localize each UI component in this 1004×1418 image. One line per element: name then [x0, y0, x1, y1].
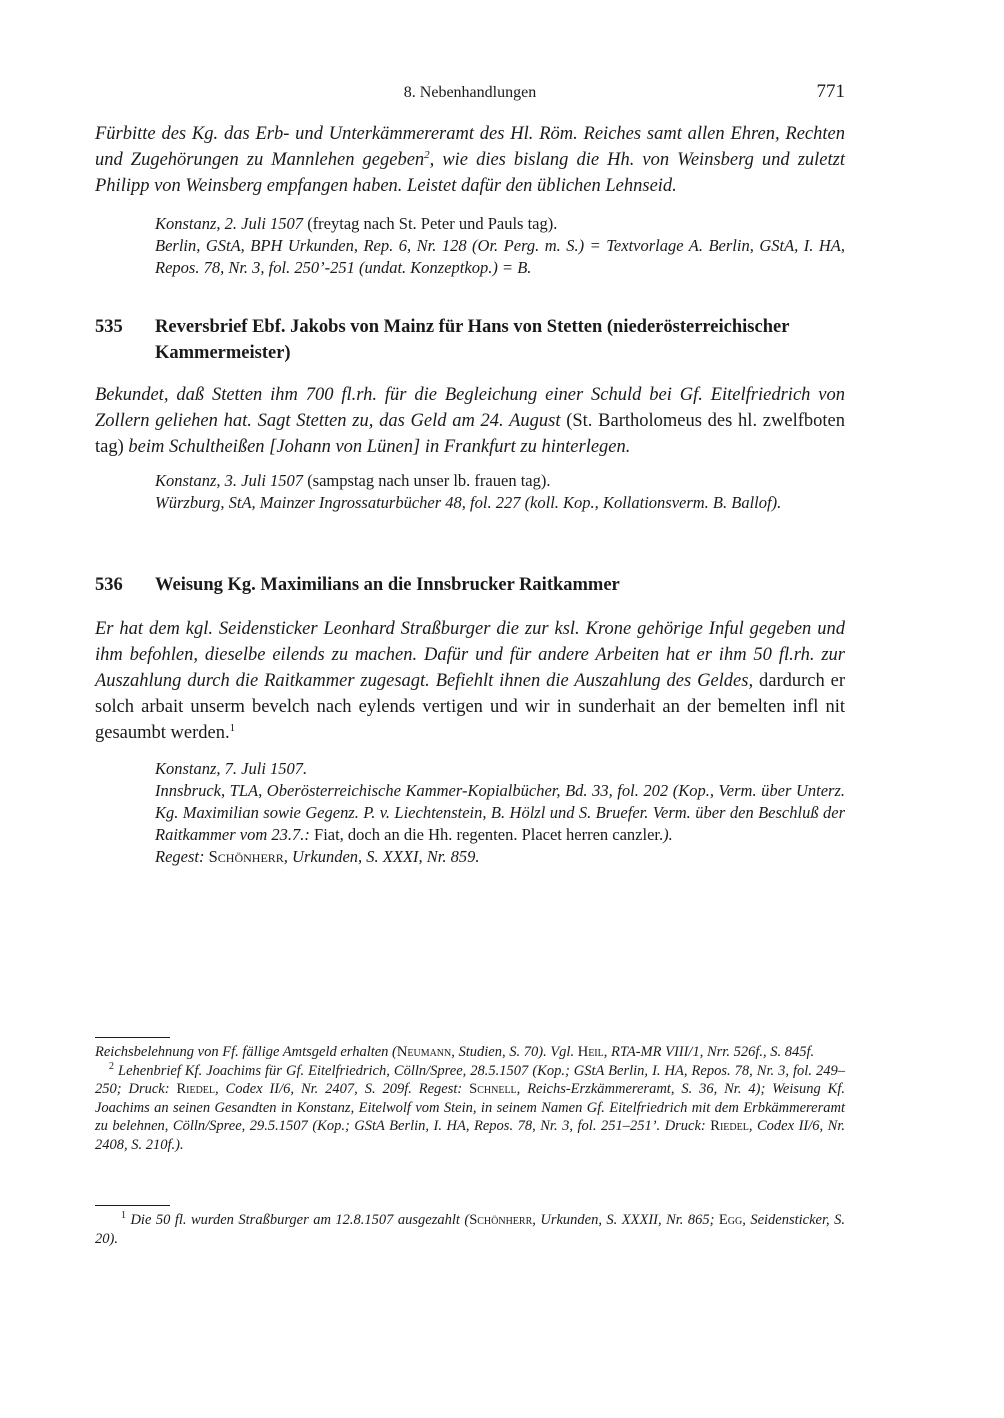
fn-text: Lehenbrief Kf. Joachims für Gf. Eitelfriedrich, Cölln/Spree, 28.5.1507 (Kop.; GStA Berlin, I. HA, Repos. 78, Nr. 3, fol. 249–250; Druck:	[95, 1062, 845, 1097]
footnote-1	[95, 1211, 845, 1248]
summary-text-tail: , wie dies bislang die Hh. von Weinsberg und zuletzt Philipp von Weinsberg empfangen haben. Leistet dafür den üblichen Lehnseid.	[95, 150, 845, 196]
fn-author: Schönherr	[469, 1212, 533, 1228]
entry-title: Weisung Kg. Maximilians an die Innsbrucker Raitkammer	[155, 575, 620, 595]
footnote-continuation	[95, 1043, 845, 1062]
date-place: Konstanz, 3. Juli 1507	[155, 471, 304, 490]
page-number: 771	[816, 81, 845, 102]
entry-date	[155, 470, 845, 492]
entry-regest	[155, 846, 845, 868]
entry-summary-535	[95, 382, 845, 460]
entry-summary-prev	[95, 121, 845, 199]
regest-ref: , Urkunden, S. XXXI, Nr. 859.	[283, 847, 480, 866]
running-head	[95, 82, 845, 106]
footnote-mark: 1	[121, 1210, 126, 1222]
source-text: Innsbruck, TLA, Oberösterreichische Kammer-Kopialbücher, Bd. 33, fol. 202 (Kop., Verm. über Unterz. Kg. Maximilian sowie Gegenz. P. v. Liechtenstein, B. Hölzl und S. Bruefer. Verm. über den Beschluß der Raitkammer vom 23.7.:	[155, 781, 845, 844]
fn-text: Reichsbelehnung von Ff. fällige Amtsgeld erhalten (	[95, 1044, 397, 1060]
regest-author: Schönherr	[208, 847, 284, 866]
entry-number: 536	[95, 575, 123, 595]
running-head-title: 8. Nebenhandlungen	[403, 84, 537, 101]
source-close: ).	[663, 825, 673, 844]
entry-meta-536	[155, 758, 845, 868]
fn-author: Riedel	[176, 1081, 216, 1097]
fn-author: Schnell	[469, 1081, 517, 1097]
footnotes-page	[95, 1211, 845, 1248]
summary-quote: (St. Bartholomeus des hl. zwelfboten tag)	[95, 411, 845, 457]
summary-text-tail: beim Schultheißen [Johann von Lünen] in Frankfurt zu hinterlegen.	[128, 437, 631, 457]
summary-text: Er hat dem kgl. Seidensticker Leonhard Straßburger die zur ksl. Krone gehörige Inful gegeben und ihm befohlen, dieselbe eilends zu machen. Dafür und für andere Arbeiten hat er ihm 50 fl.rh. zur Auszahlung durch die Raitkammer zugesagt. Befiehlt ihnen die Auszahlung des Geldes,	[95, 619, 845, 691]
date-quote: (freytag nach St. Peter und Pauls tag).	[303, 214, 558, 233]
entry-heading-536	[95, 572, 845, 598]
entry-date	[155, 213, 845, 235]
regest-label: Regest:	[155, 847, 209, 866]
entry-heading-535	[95, 314, 845, 366]
footnote-rule	[95, 1205, 170, 1206]
entry-source	[155, 780, 845, 846]
fn-text: Die 50 fl. wurden Straßburger am 12.8.1507 ausgezahlt (	[126, 1212, 470, 1228]
footnote-mark: 2	[109, 1060, 114, 1072]
fn-author: Riedel	[710, 1118, 749, 1134]
summary-text: Fürbitte des Kg. das Erb- und Unterkämmereramt des Hl. Röm. Reiches samt allen Ehren, Rechten und Zugehörungen zu Mannlehen gegeben	[95, 124, 845, 170]
footnote-2	[95, 1062, 845, 1155]
footnote-ref: 2	[424, 148, 430, 161]
date-place: Konstanz, 2. Juli 1507	[155, 214, 304, 233]
summary-quote: dardurch er solch arbait unserm bevelch nach eylends vertigen und wir in sunderhait an der bemelten infl nit gesaumbt werden.	[95, 671, 846, 743]
entry-meta-535	[155, 470, 845, 514]
entry-summary-536	[95, 616, 845, 746]
fn-text: , Codex II/6, Nr. 2407, S. 209f. Regest:	[215, 1081, 470, 1097]
entry-date: Konstanz, 7. Juli 1507.	[155, 759, 308, 778]
date-quote: (sampstag nach unser lb. frauen tag).	[303, 471, 551, 490]
footnote-rule	[95, 1037, 170, 1038]
entry-meta-prev	[155, 213, 845, 279]
fn-text: , RTA-MR VIII/1, Nrr. 526f., S. 845f.	[603, 1044, 815, 1060]
entry-source: Berlin, GStA, BPH Urkunden, Rep. 6, Nr. 128 (Or. Perg. m. S.) = Textvorlage A. Berlin, GStA, I. HA, Repos. 78, Nr. 3, fol. 250’-251 (undat. Konzeptkop.) = B.	[155, 236, 845, 277]
fn-author: Neumann	[396, 1044, 452, 1060]
source-quote: Fiat, doch an die Hh. regenten. Placet herren canzler.	[309, 825, 664, 844]
entry-number: 535	[95, 317, 123, 337]
summary-text: Bekundet, daß Stetten ihm 700 fl.rh. für die Begleichung einer Schuld bei Gf. Eitelfriedrich von Zollern geliehen hat. Sagt Stetten zu, das Geld am 24. August	[95, 385, 845, 431]
fn-text: , Urkunden, S. XXXII, Nr. 865;	[532, 1212, 719, 1228]
fn-text: , Seidensticker, S. 20).	[95, 1212, 845, 1247]
fn-author: Egg	[718, 1212, 743, 1228]
footnote-ref: 1	[229, 721, 236, 734]
fn-text: , Studien, S. 70). Vgl.	[451, 1044, 578, 1060]
footnotes-carried	[95, 1043, 845, 1154]
fn-text: , Codex II/6, Nr. 2408, S. 210f.).	[95, 1118, 845, 1153]
entry-title: Reversbrief Ebf. Jakobs von Mainz für Hans von Stetten (niederösterreichischer Kammermeister)	[155, 317, 790, 363]
entry-source: Würzburg, StA, Mainzer Ingrossaturbücher 48, fol. 227 (koll. Kop., Kollationsverm. B. Ballof).	[155, 493, 782, 512]
fn-author: Heil	[577, 1044, 604, 1060]
fn-text: , Reichs-Erzkämmereramt, S. 36, Nr. 4); Weisung Kf. Joachims an seinen Gesandten in Konstanz, Eitelwolf vom Stein, in seinem Namen Gf. Eitelfriedrich mit dem Erbkämmereramt zu belehnen, Cölln/Spree, 29.5.1507 (Kop.; GStA Berlin, I. HA, Repos. 78, Nr. 3, fol. 251–251’. Druck:	[95, 1081, 845, 1134]
